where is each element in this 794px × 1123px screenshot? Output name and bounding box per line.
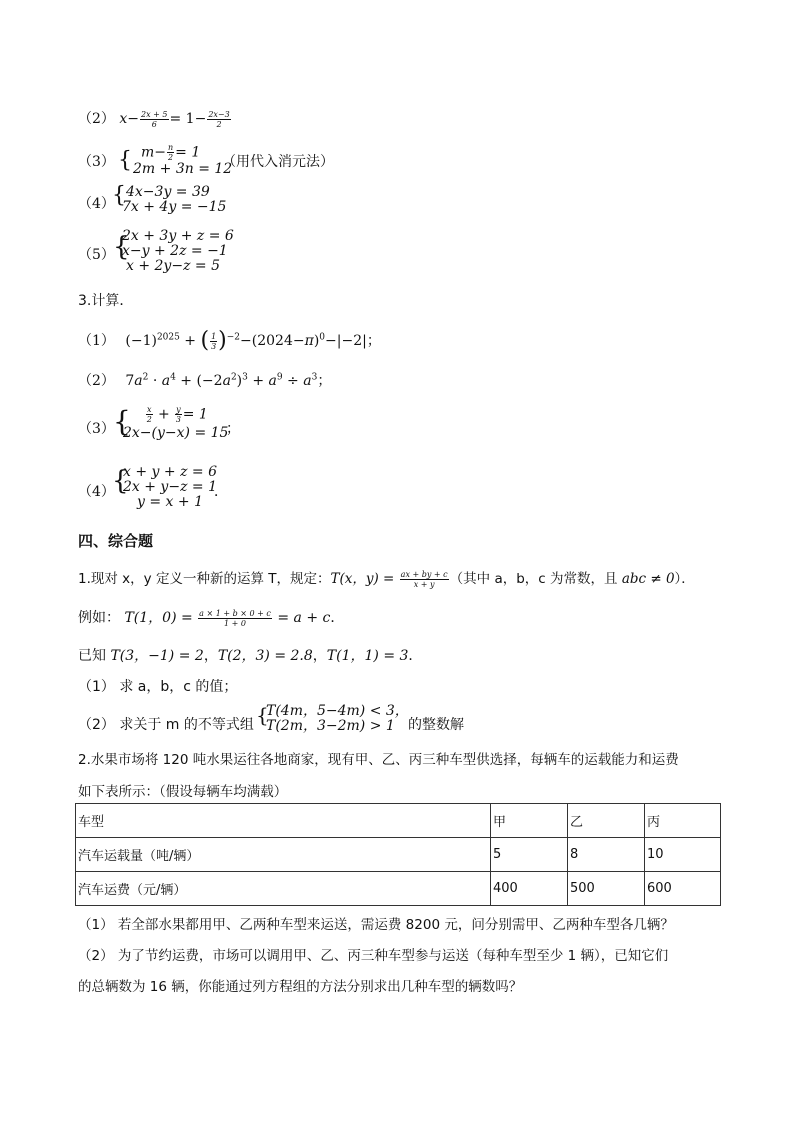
- brace-icon: {: [112, 183, 126, 208]
- method-note: （用代入消元法）: [222, 154, 334, 170]
- table-header-row: [76, 804, 721, 838]
- problem-2-3-system: m− $\frac{n}{2}$ = 1 2m + 3n = 12: [133, 143, 233, 177]
- table-cell: 汽车运载量（吨/辆）: [76, 838, 491, 872]
- problem-4-2-q2-line1: （2） 为了节约运费，市场可以调用甲、乙、丙三种车型参与运送（每种车型至少 1 辆），已知它们: [78, 948, 669, 964]
- brace-icon: {: [113, 232, 130, 262]
- table-header-cell: 丙: [645, 804, 721, 838]
- problem-2-4-label: [78, 193, 115, 213]
- problem-3-4-label: [78, 481, 115, 501]
- item-label: （4）: [78, 196, 115, 212]
- problem-2-4-system: 4x−3y = 39 7x + 4y = −15: [122, 184, 227, 215]
- problem-2-5-label: [78, 244, 115, 264]
- table-header-cell: 乙: [568, 804, 645, 838]
- question-text: （2） 求关于 m 的不等式组: [78, 717, 254, 733]
- definition-text: 1.现对 x，y 定义一种新的运算 T，规定：: [78, 571, 331, 587]
- problem-4-1-definition: [78, 567, 695, 589]
- brace-icon: {: [256, 703, 269, 727]
- item-label: （3）: [78, 421, 115, 437]
- problem-3-3-label: [78, 418, 115, 438]
- section-3-title: 3.计算．: [78, 293, 134, 309]
- problem-4-2-q1: （1） 若全部水果都用甲、乙两种车型来运送，需运费 8200 元，问分别需甲、乙两种车型各几辆？: [78, 917, 674, 933]
- example-formula: T(1，0) = $\frac{a \times 1 + b \times 0 + c}{1 + 0}$ = a + c: [124, 608, 331, 628]
- item-label: （4）: [78, 484, 115, 500]
- punctuation: ；: [226, 421, 240, 437]
- problem-3-4-system: x + y + z = 6 2x + y−z = 1 y = x + 1: [123, 464, 217, 510]
- expression: $7a^2 \cdot a^4 + (-2a^2)^3 + a^9 \div a^3$；: [125, 372, 332, 389]
- definition-text: （其中 a，b，c 为常数，且: [449, 571, 618, 587]
- item-label: （3）: [78, 154, 115, 170]
- equation: x− $\frac{2x + 5}{6}$ = 1− $\frac{2x-3}{2}$: [119, 109, 230, 129]
- problem-4-2-line1: 2.水果市场将 120 吨水果运往各地商家，现有甲、乙、丙三种车型供选择，每辆车的运载能力和运费: [78, 752, 679, 768]
- table-cell: 500: [568, 872, 645, 906]
- table-header-cell: 甲: [491, 804, 568, 838]
- item-label: （2）: [78, 373, 115, 389]
- table-cell: 10: [645, 838, 721, 872]
- problem-4-2-q2-line2: 的总辆数为 16 辆，你能通过列方程组的方法分别求出几种车型的辆数吗？: [78, 979, 523, 995]
- table-cell: 汽车运费（元/辆）: [76, 872, 491, 906]
- punctuation: ．: [214, 484, 228, 500]
- example-label: 例如：: [78, 610, 120, 626]
- problem-3-3-system: $\frac{x}{2}$ + $\frac{y}{3}$ = 1 2x−(y−x) = 15: [123, 405, 229, 441]
- problem-3-2: [78, 370, 331, 390]
- known-values: T(3，−1) = 2: [110, 648, 204, 664]
- problem-4-1-example: 例如： T(1，0) = $\frac{a \times 1 + b \times 0 + c}{1 + 0}$ = a + c．: [78, 608, 345, 628]
- definition-text: ）．: [674, 571, 695, 587]
- item-label: （2）: [78, 111, 115, 127]
- definition-formula: T(x，y) = $\frac{ax + by + c}{x + y}$: [330, 570, 448, 589]
- table-header-cell: 车型: [76, 804, 491, 838]
- brace-icon: {: [118, 148, 132, 173]
- problem-4-1-q1: （1） 求 a，b，c 的值；: [78, 679, 238, 695]
- brace-icon: {: [113, 405, 131, 438]
- problem-2-3-label: [78, 151, 115, 171]
- table-cell: 5: [491, 838, 568, 872]
- question-suffix: 的整数解: [408, 717, 464, 733]
- known-label: 已知: [78, 648, 106, 664]
- brace-icon: {: [112, 466, 129, 496]
- inequality-system: T(4m，5−4m) < 3， T(2m，3−2m) > 1: [266, 703, 409, 734]
- problem-2-2: [78, 108, 232, 129]
- item-label: （1）: [78, 333, 115, 349]
- expression: $(-1)^{2025}$ + ( $\frac{1}{3}$ )$^{-2}-(2024-\pi)^0-|-2|$；: [125, 328, 381, 353]
- problem-3-1: [78, 330, 381, 352]
- table-cell: 8: [568, 838, 645, 872]
- table-cell: 400: [491, 872, 568, 906]
- item-label: （5）: [78, 247, 115, 263]
- table-row: [76, 872, 721, 906]
- problem-4-2-line2: 如下表所示：（假设每辆车均满载）: [78, 784, 288, 800]
- truck-table: [75, 803, 721, 906]
- problem-4-1-known: 已知 T(3，−1) = 2，T(2，3) = 2.8，T(1，1) = 3．: [78, 648, 423, 664]
- condition: abc ≠ 0: [621, 571, 675, 587]
- table-row: [76, 838, 721, 872]
- section-4-heading: 四、综合题: [78, 532, 154, 550]
- problem-4-1-q2: [78, 714, 254, 734]
- problem-2-5-system: 2x + 3y + z = 6 x−y + 2z = −1 x + 2y−z = 5: [122, 228, 234, 274]
- table-cell: 600: [645, 872, 721, 906]
